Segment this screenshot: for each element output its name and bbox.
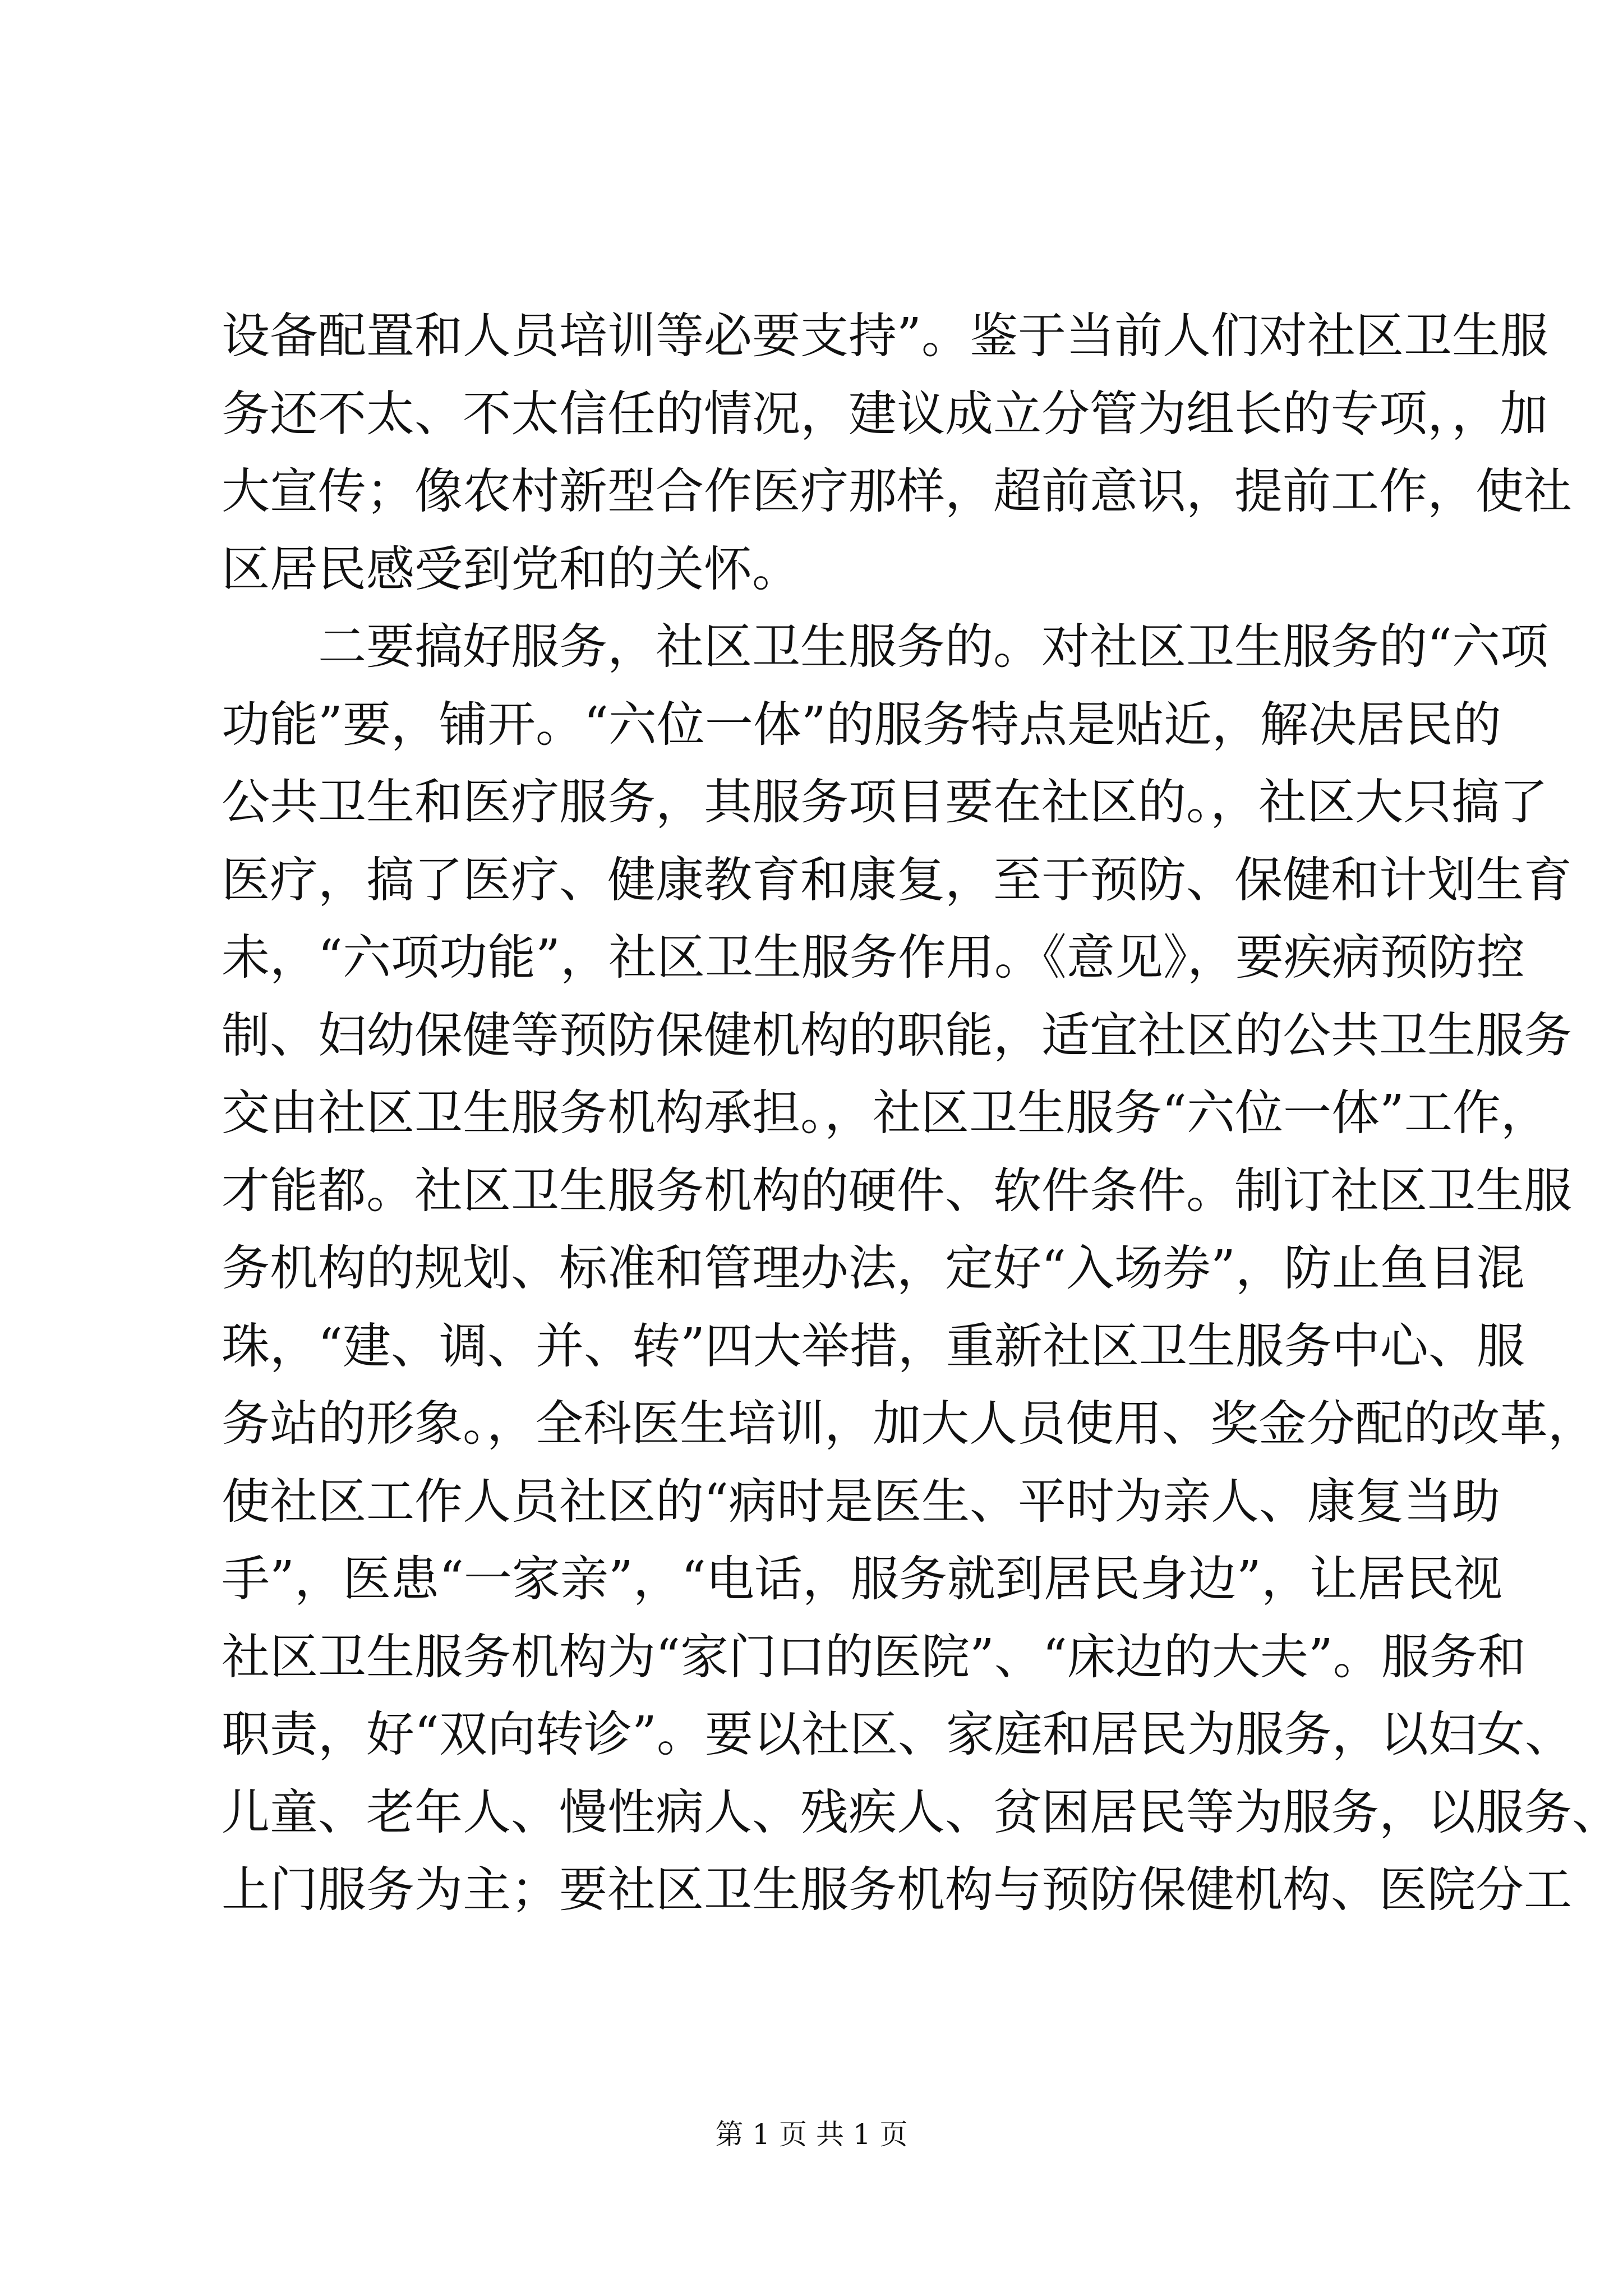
page-footer: 第 1 页 共 1 页	[715, 2118, 908, 2151]
text-line: 交由社区卫生服务机构承担。，社区卫生服务“六位一体”工作，	[222, 1085, 1549, 1141]
text-line: 珠，“建、调、并、转”四大举措，重新社区卫生服务中心、服	[222, 1318, 1525, 1374]
text-line: 设备配置和人员培训等必要支持”。鉴于当前人们对社区卫生服	[222, 308, 1548, 364]
text-line: 公共卫生和医疗服务，其服务项目要在社区的。，社区大只搞了	[222, 774, 1548, 830]
text-line: 医疗，搞了医疗、健康教育和康复，至于预防、保健和计划生育	[222, 852, 1572, 908]
text-line: 大宣传；像农村新型合作医疗那样，超前意识，提前工作，使社	[222, 463, 1572, 519]
text-line: 制、妇幼保健等预防保健机构的职能，适宜社区的公共卫生服务	[222, 1007, 1572, 1064]
text-line: 区居民感受到党和的关怀。	[222, 541, 800, 597]
text-line: 社区卫生服务机构为“家门口的医院”、“床边的大夫”。服务和	[222, 1628, 1526, 1685]
text-line: 未，“六项功能”，社区卫生服务作用。《意见》，要疾病预防控	[222, 930, 1525, 986]
body-text	[222, 297, 1620, 1929]
text-line: 务站的形象。，全科医生培训，加大人员使用、奖金分配的改革，	[222, 1396, 1596, 1452]
text-line: 务还不太、不太信任的情况，建议成立分管为组长的专项，，加	[222, 385, 1548, 442]
text-line: 手”，医患“一家亲”，“电话，服务就到居民身边”，让居民视	[222, 1551, 1502, 1607]
text-line: 务机构的规划、标准和管理办法，定好“入场券”，防止鱼目混	[222, 1240, 1525, 1296]
text-line: 二要搞好服务，社区卫生服务的。对社区卫生服务的“六项	[318, 619, 1548, 675]
text-line: 使社区工作人员社区的“病时是医生、平时为亲人、康复当助	[222, 1473, 1500, 1530]
text-line: 才能都。社区卫生服务机构的硬件、软件条件。制订社区卫生服	[222, 1162, 1572, 1219]
text-line: 功能”要，铺开。“六位一体”的服务特点是贴近，解决居民的	[222, 696, 1501, 753]
text-line: 儿童、老年人、慢性病人、残疾人、贫困居民等为服务，以服务、	[222, 1784, 1620, 1841]
text-line: 上门服务为主；要社区卫生服务机构与预防保健机构、医院分工	[222, 1862, 1572, 1918]
text-line: 职责，好“双向转诊”。要以社区、家庭和居民为服务，以妇女、	[222, 1706, 1573, 1763]
